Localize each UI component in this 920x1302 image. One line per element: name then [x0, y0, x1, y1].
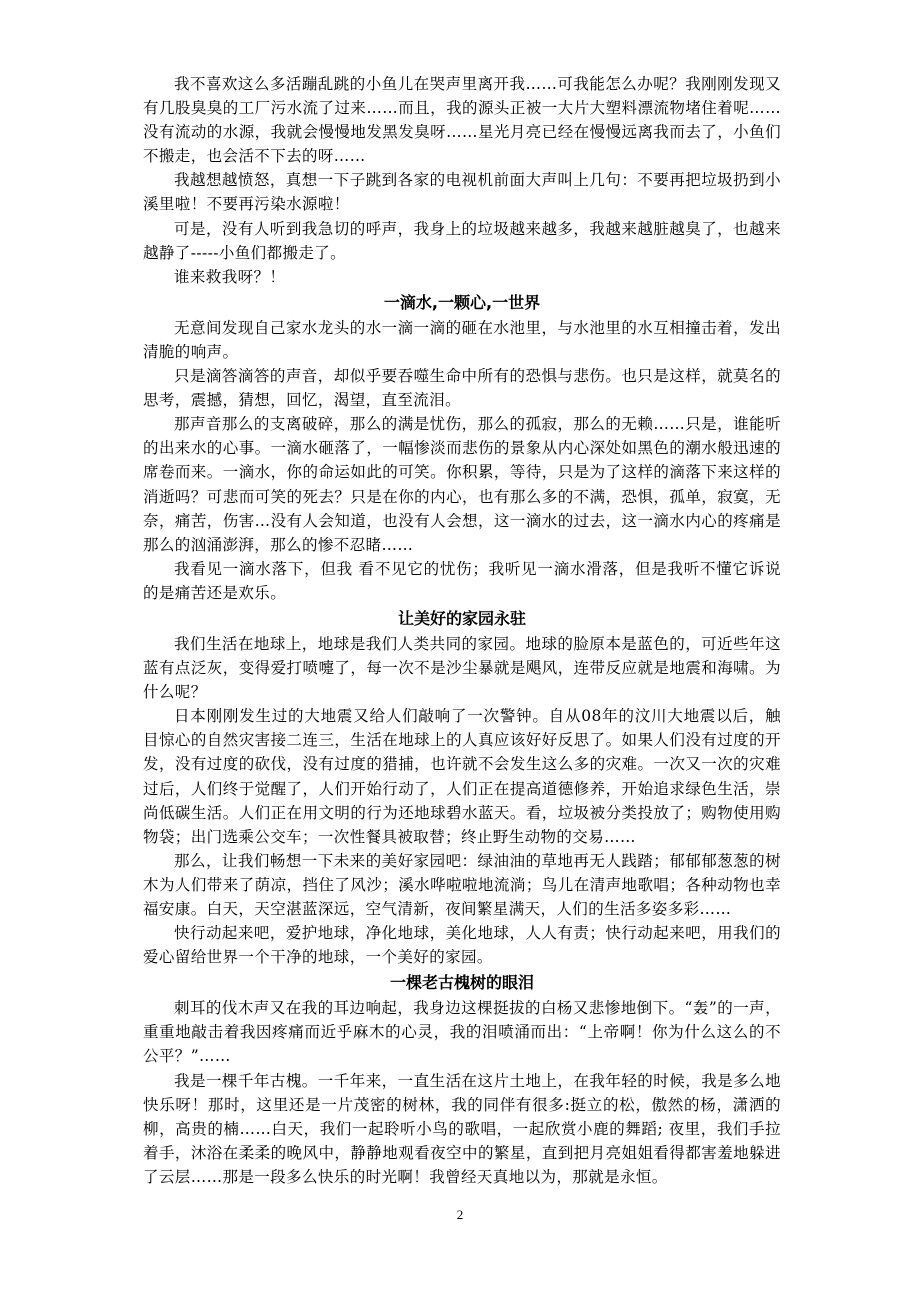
section-paragraph: 无意间发现自己家水龙头的水一滴一滴的砸在水池里，与水池里的水互相撞击着，发出清脆的响声。: [143, 318, 781, 361]
intro-paragraph: 我越想越愤怒，真想一下子跳到各家的电视机前面大声叫上几句：不要再把垃圾扔到小溪里啦！不要再污染水源啦！: [143, 171, 781, 214]
section-title: 一棵老古槐树的眼泪: [389, 973, 534, 993]
section-paragraph: 只是滴答滴答的声音，却似乎要吞噬生命中所有的恐惧与悲伤。也只是这样，就莫名的思考，震撼，猜想，回忆，渴望，直至流泪。: [143, 367, 781, 410]
section-title: 一滴水,一颗心,一世界: [383, 292, 541, 312]
intro-paragraph: 我不喜欢这么多活蹦乱跳的小鱼儿在哭声里离开我……可我能怎么办呢？我刚刚发现又有几股臭臭的工厂污水流了过来……而且，我的源头正被一大片大塑料漂流物堵住着呢……没有流动的水源，我就会慢慢地发黑发臭呀……星光月亮已经在慢慢远离我而去了，小鱼们不搬走，也会活不下去的呀……: [143, 75, 781, 166]
section-title: 让美好的家园永驻: [397, 608, 526, 628]
section-paragraph: 我们生活在地球上，地球是我们人类共同的家园。地球的脸原本是蓝色的，可近些年这蓝有点泛灰，变得爱打喷嚏了，每一次不是沙尘暴就是飓风，连带反应就是地震和海啸。为什么呢？: [143, 634, 781, 702]
section-paragraph: 那声音那么的支离破碎，那么的满是忧伤，那么的孤寂，那么的无赖……只是，谁能听的出来水的心事。一滴水砸落了，一幅惨淡而悲伤的景象从内心深处如黑色的潮水般迅速的席卷而来。一滴水，你的命运如此的可笑。你积累，等待，只是为了这样的滴落下来这样的消逝吗？可悲而可笑的死去？只是在你的内心，也有那么多的不满，恐惧，孤单，寂寞，无奈，痛苦，伤害…没有人会知道，也没有人会想，这一滴水的过去，这一滴水内心的疼痛是那么的汹涌澎湃，那么的惨不忍睹……: [143, 415, 781, 554]
intro-paragraph: 谁来救我呀？！: [174, 267, 286, 286]
document-body: [143, 72, 781, 1189]
section-paragraph: 快行动起来吧，爱护地球，净化地球，美化地球，人人有责；快行动起来吧，用我们的爱心留给世界一个干净的地球，一个美好的家园。: [143, 924, 781, 967]
section-paragraph: 日本刚刚发生过的大地震又给人们敲响了一次警钟。自从08年的汶川大地震以后，触目惊心的自然灾害接二连三，生活在地球上的人真应该好好反思了。如果人们没有过度的开发，没有过度的砍伐，没有过度的猎捕，也许就不会发生这么多的灾难。一次又一次的灾难过后，人们终于觉醒了，人们开始行动了，人们正在提高道德修养，开始追求绿色生活，崇尚低碳生活。人们正在用文明的行为还地球碧水蓝天。看，垃圾被分类投放了；购物使用购物袋；出门选乘公交车；一次性餐具被取替；终止野生动物的交易……: [143, 707, 781, 846]
section-paragraph: 我是一棵千年古槐。一千年来，一直生活在这片土地上，在我年轻的时候，我是多么地快乐呀！那时，这里还是一片茂密的树林，我的同伴有很多:挺立的松，傲然的杨，潇洒的柳，高贵的楠……白天，我们一起聆听小鸟的歌唱，一起欣赏小鹿的舞蹈; 夜里，我们手拉着手，沐浴在柔柔的晚风中，静静地观看夜空中的繁星，直到把月亮姐姐看得都害羞地躲进了云层……那是一段多么快乐的时光啊！我曾经天真地以为，那就是永恒。: [143, 1071, 781, 1186]
section-paragraph: 那么，让我们畅想一下未来的美好家园吧：绿油油的草地再无人践踏；郁郁郁葱葱的树木为人们带来了荫凉，挡住了风沙；溪水哗啦啦地流淌；鸟儿在清声地歌唱；各种动物也幸福安康。白天，天空湛蓝深远，空气清新，夜间繁星满天，人们的生活多姿多彩……: [143, 851, 781, 918]
intro-paragraph: 可是，没有人听到我急切的呼声，我身上的垃圾越来越多，我越来越脏越臭了，也越来越静了-----小鱼们都搬走了。: [143, 219, 781, 262]
section-paragraph: 刺耳的伐木声又在我的耳边响起，我身边这棵挺拔的白杨又悲惨地倒下。“轰”的一声，重重地敲击着我因疼痛而近乎麻木的心灵，我的泪喷涌而出：“上帝啊！你为什么这么的不公平？”……: [143, 999, 781, 1066]
section-paragraph: 我看见一滴水落下，但我 看不见它的忧伤；我听见一滴水滑落，但是我听不懂它诉说的是痛苦还是欢乐。: [143, 559, 781, 602]
page-number: 2: [456, 1207, 464, 1222]
